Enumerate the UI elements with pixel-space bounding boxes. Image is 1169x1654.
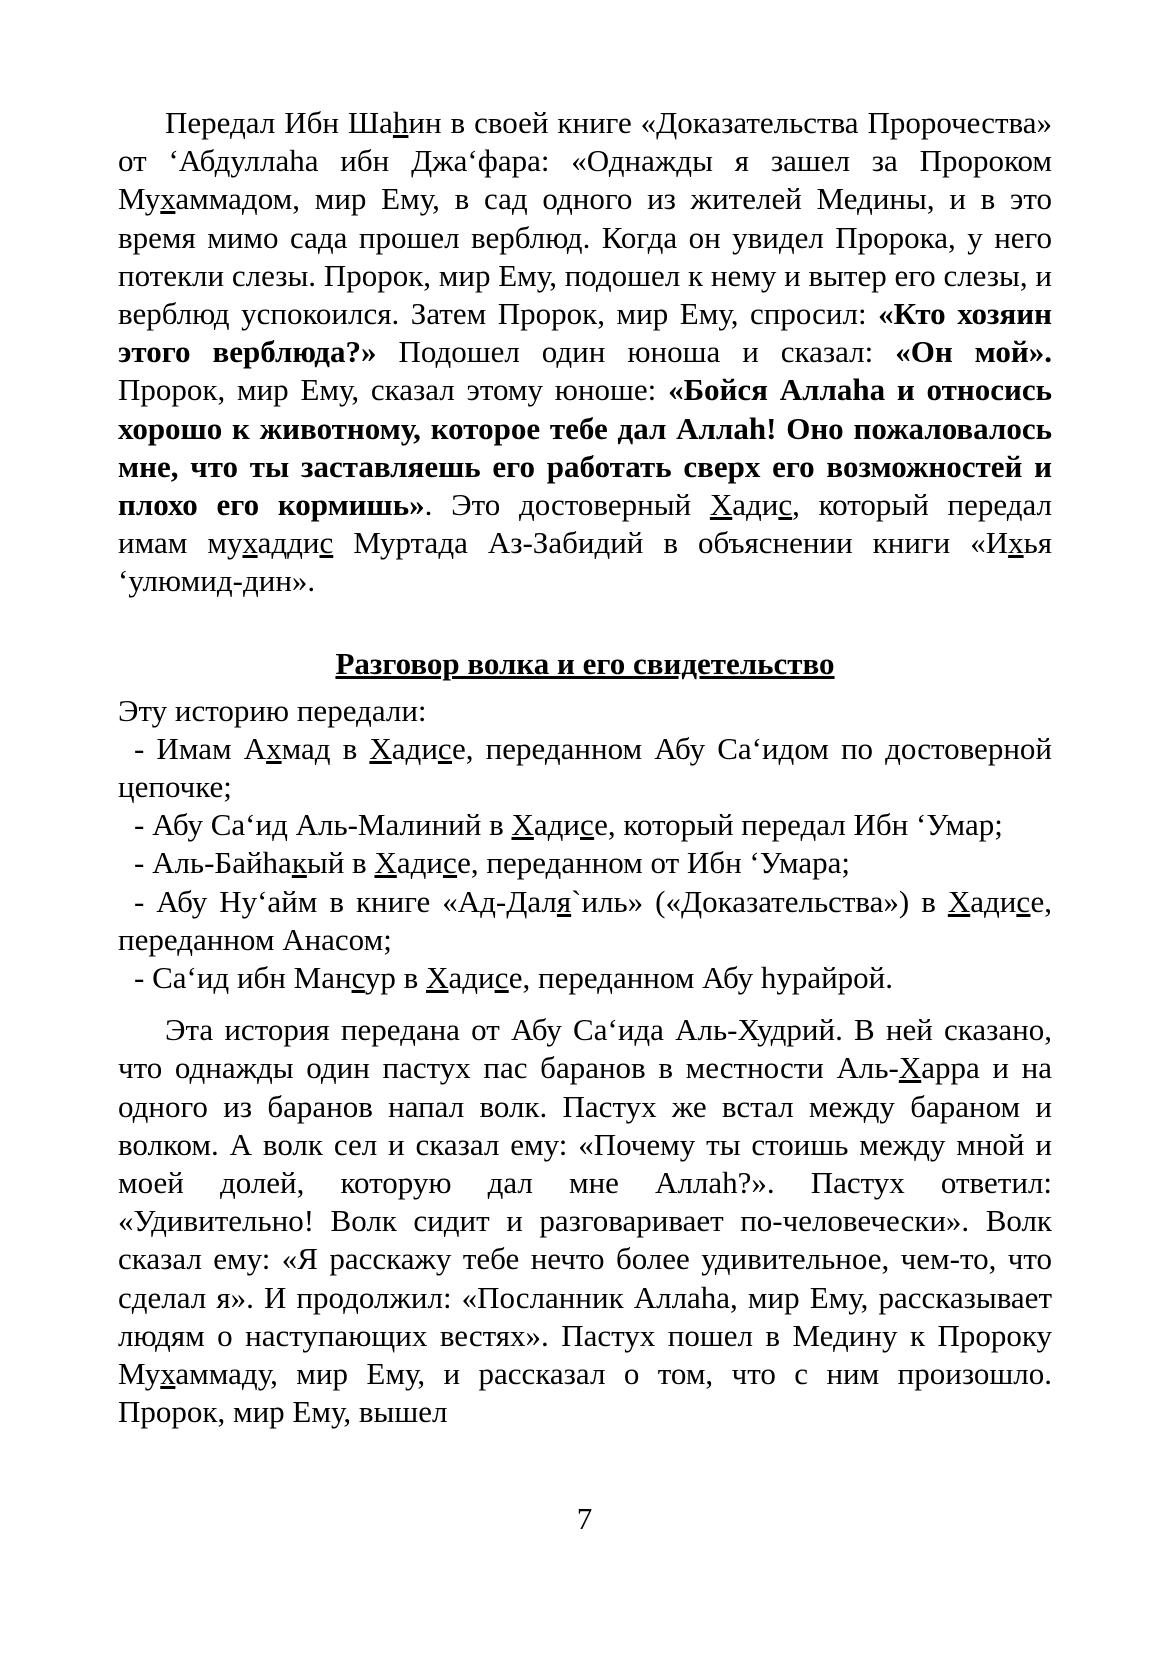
transliteration-mark: Х [511, 807, 534, 843]
text-run: . Это достоверный [424, 487, 710, 523]
transliteration-mark: х [160, 181, 176, 217]
text-run: Эта история передана от Абу Са‘ида Аль-Худрий. В ней сказано, что однажды один пастух пас баранов в местности Аль- [118, 1012, 1052, 1086]
text-run: ин в своей книге «Доказательства Пророчества» от ‘Абдуллаhа ибн Джа‘фара: «Однажды я зашел за Пророком Му [118, 105, 1052, 217]
transliteration-mark: с [437, 730, 453, 766]
text-run: ади [533, 807, 580, 843]
text-run: арра и на одного из баранов напал волк. Пастух же встал между бараном и волком. А волк сел и сказал ему: «Почему ты стоишь между мной и моей долей, которую дал мне Аллаh?». Пастух ответил: «Удивительно! Волк сидит и разговаривает по-человечески». Волк сказал ему: «Я расскажу тебе нечто более удивительное, чем-то, что сделал я». И продолжил: «Посланник Аллаhа, мир Ему, рассказывает людям о наступающих вестях». Пастух пошел в Медину к Пророку Му [118, 1050, 1052, 1392]
text-run: ади [396, 845, 443, 881]
text-run: Мурта [333, 525, 439, 561]
text-run: - Аль-Байhа [134, 845, 292, 881]
text-run: е, который передал Ибн ‘Умар; [594, 807, 1003, 843]
transliteration-mark: х [266, 730, 282, 766]
youth-quote: «Он мой». [895, 334, 1052, 370]
transliteration-mark: х [160, 1356, 176, 1392]
text-run: ья ‘улюмид-дин». [118, 525, 1052, 599]
text-run: - Абу Ну‘айм в книге «Ад-Дал [134, 883, 557, 919]
text-run: аммаду, мир Ему, и рассказал о том, что с ним произошло. Пророк, мир Ему, вышел [118, 1356, 1052, 1430]
text-run: Подошел один юноша и сказал: [376, 334, 896, 370]
transliteration-mark: Х [374, 845, 397, 881]
text-run: `иль» («Доказательства») в [571, 883, 948, 919]
transliteration-mark: д [438, 525, 455, 561]
text-run: е, переданном Абу hурайрой. [508, 960, 894, 996]
transliteration-mark: с [778, 487, 793, 523]
prophet-quote: «Кто хозяин этого верблюда?» [118, 296, 1053, 370]
prophet-quote: «Бойся Аллаhа и относись хорошо к животному, которое тебе дал Аллаh! Оно пожаловалось мне, что ты заставляешь его работать сверх его возможностей и плохо его кормишь» [118, 372, 1052, 523]
text-run: аммадом, мир Ему, в сад одного из жителей Медины, и в это время мимо сада прошел верблюд. Когда он увидел Пророка, у него потекли слезы. Пророк, мир Ему, подошел к нему и вытер его слезы, и верблюд успокоился. Затем Пророк, мир Ему, спросил: [118, 181, 1052, 332]
text-run: ади [391, 730, 438, 766]
spacer [118, 683, 1052, 692]
spacer [118, 997, 1052, 1011]
text-run: Передал Ибн Ша [165, 105, 393, 140]
transliteration-mark: Х [898, 1050, 922, 1086]
text-run: а Аз-Забидий в объяснении книги «И [454, 525, 1009, 561]
text-run: адди [257, 525, 320, 561]
text-run: е, переданном Анасом; [118, 883, 1052, 957]
text-run: е, переданном от Ибн ‘Умара; [457, 845, 851, 881]
text-run: - Имам А [134, 730, 267, 766]
text-run: ади [732, 487, 779, 523]
text-run: ый в [306, 845, 375, 881]
transliteration-mark: Х [947, 883, 971, 919]
list-item [118, 959, 1052, 997]
text-run: - Са‘ид ибн Ман [134, 960, 352, 996]
text-run: - Абу Са‘ид Аль-Малиний в [134, 807, 512, 843]
paragraph-camel-story [118, 104, 1052, 601]
text-run: е, переданном Абу Са‘идом по достоверной цепочке; [118, 730, 1052, 805]
spacer [118, 601, 1052, 645]
transliteration-mark: Х [426, 960, 449, 996]
transliteration-mark: х [242, 525, 258, 561]
page-number: 7 [576, 1501, 593, 1536]
paragraph-wolf-story [118, 1011, 1052, 1431]
text-run: мад в [281, 730, 370, 766]
list-item [118, 883, 1052, 959]
transliteration-mark: с [580, 807, 595, 843]
list-intro: Эту историю передали: [118, 692, 427, 728]
list-item [118, 730, 1052, 806]
transliteration-mark: я [556, 883, 572, 919]
list-item [118, 844, 1052, 882]
transliteration-mark: с [494, 960, 509, 996]
transliteration-mark: с [442, 845, 458, 881]
text-run: ур в [364, 960, 427, 996]
transliteration-mark: h [392, 105, 409, 140]
transliteration-mark: х [1008, 525, 1024, 561]
transliteration-mark: Х [369, 730, 392, 766]
transliteration-mark: Х [709, 487, 733, 523]
transliteration-mark: к [291, 845, 307, 881]
section-heading: Разговор волка и его свидетельство [335, 645, 835, 681]
transliteration-mark: с [319, 525, 334, 561]
text-run: ади [970, 883, 1017, 919]
text-run: , который передал имам му [118, 487, 1052, 561]
list-item [118, 806, 1052, 844]
text-run: Пророк, мир Ему, сказал этому юноше: [118, 372, 669, 408]
transliteration-mark: с [351, 960, 365, 996]
page-body [118, 104, 1052, 1432]
text-run: ади [448, 960, 495, 996]
transliteration-mark: с [1016, 883, 1031, 919]
